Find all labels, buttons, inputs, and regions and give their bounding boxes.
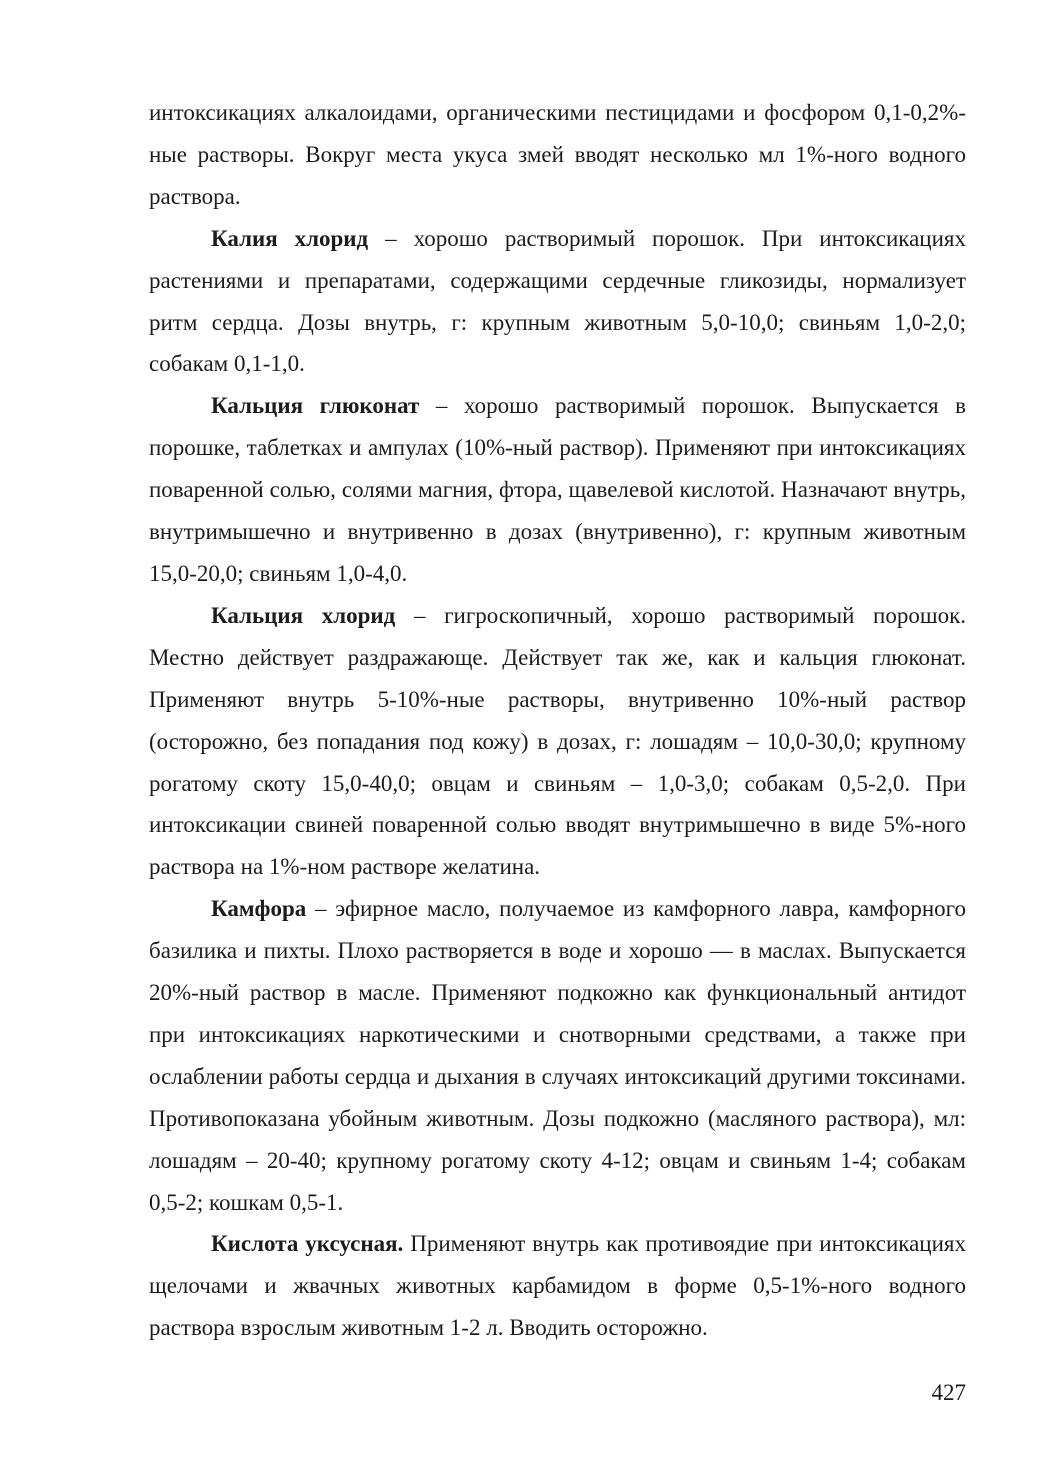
page-body bbox=[149, 92, 966, 1349]
paragraph-term: Кальция хлорид bbox=[211, 602, 396, 628]
paragraph-text: интоксикациях алкалоидами, органическими пестицидами и фосфором 0,1-0,2%-ные растворы. Вокруг места укуса змей вводят несколько мл 1%-ного водного раствора. bbox=[149, 100, 966, 209]
paragraph-term: Кислота уксусная. bbox=[211, 1231, 404, 1257]
paragraph-acetic-acid bbox=[149, 1223, 966, 1349]
paragraph-calcium-gluconate bbox=[149, 385, 966, 595]
paragraph-camphor bbox=[149, 888, 966, 1223]
paragraph-potassium-chloride bbox=[149, 218, 966, 386]
paragraph-text: – гигроскопичный, хорошо растворимый порошок. Местно действует раздражающе. Действует так же, как и кальция глюконат. Применяют внутрь 5-10%-ные растворы, внутривенно 10%-ный раствор (осторожно, без попадания под кожу) в дозах, г: лошадям – 10,0-30,0; крупному рогатому скоту 15,0-40,0; овцам и свиньям – 1,0-3,0; собакам 0,5-2,0. При интоксикации свиней поваренной солью вводят внутримышечно в виде 5%-ного раствора на 1%-ном растворе желатина. bbox=[149, 602, 967, 880]
paragraph-calcium-chloride bbox=[149, 595, 966, 888]
page-number: 427 bbox=[931, 1380, 966, 1405]
paragraph-text: – хорошо растворимый порошок. Выпускается в порошке, таблетках и ампулах (10%-ный раствор). Применяют при интоксикациях поваренной солью, солями магния, фтора, щавелевой кислотой. Назначают внутрь, внутримышечно и внутривенно в дозах (внутривенно), г: крупным животным 15,0-20,0; свиньям 1,0-4,0. bbox=[149, 393, 967, 586]
paragraph-continuation bbox=[149, 92, 966, 218]
paragraph-text: – эфирное масло, получаемое из камфорного лавра, камфорного базилика и пихты. Плохо растворяется в воде и хорошо — в маслах. Выпускается 20%-ный раствор в масле. Применяют подкожно как функциональный антидот при интоксикациях наркотическими и снотворными средствами, а также при ослаблении работы сердца и дыхания в случаях интоксикаций другими токсинами. Противопоказана убойным животным. Дозы подкожно (масляного раствора), мл: лошадям – 20-40; крупному рогатому скоту 4-12; овцам и свиньям 1-4; собакам 0,5-2; кошкам 0,5-1. bbox=[149, 896, 966, 1215]
paragraph-term: Калия хлорид bbox=[211, 225, 369, 251]
paragraph-term: Камфора bbox=[211, 896, 307, 922]
paragraph-text: Применяют внутрь как противоядие при интоксикациях щелочами и жвачных животных карбамидом в форме 0,5-1%-ного водного раствора взрослым животным 1-2 л. Вводить осторожно. bbox=[149, 1231, 966, 1341]
paragraph-text: – хорошо растворимый порошок. При интоксикациях растениями и препаратами, содержащими сердечные гликозиды, нормализует ритм сердца. Дозы внутрь, г: крупным животным 5,0-10,0; свиньям 1,0-2,0; собакам 0,1-1,0. bbox=[149, 225, 966, 377]
paragraph-term: Кальция глюконат bbox=[211, 393, 420, 419]
